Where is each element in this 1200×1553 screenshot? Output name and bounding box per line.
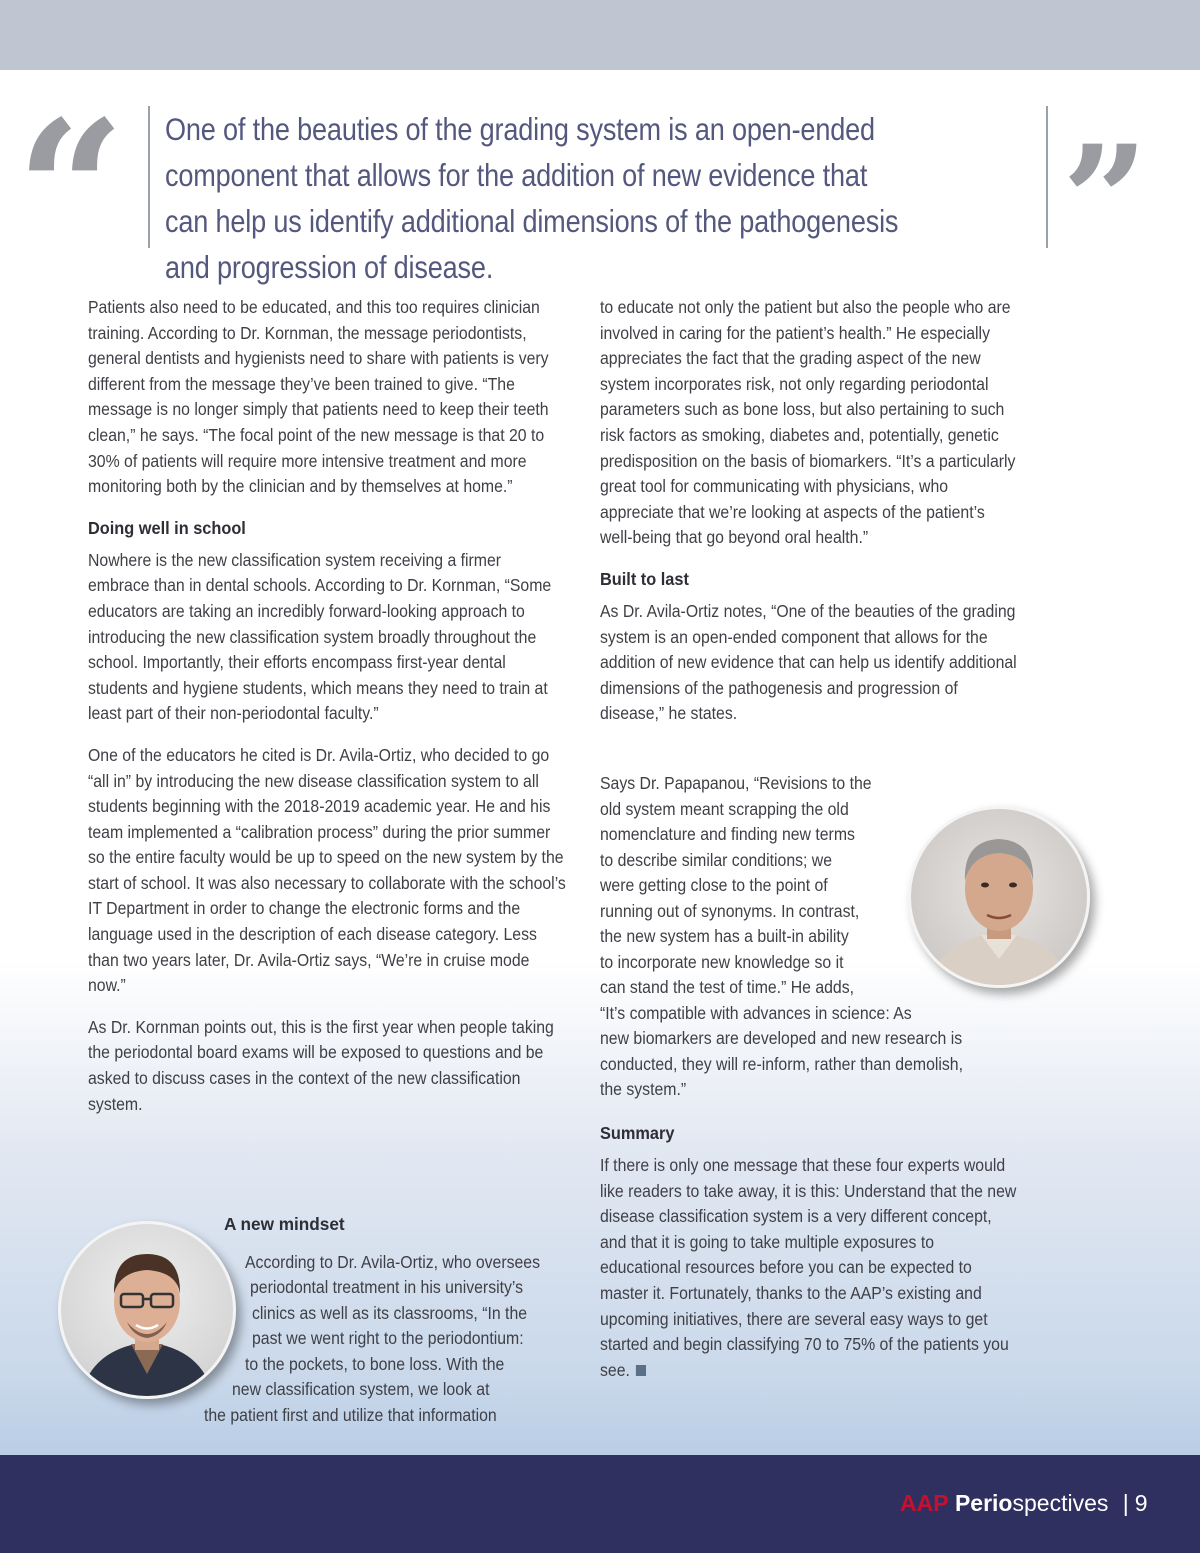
summary-section [600, 1121, 1055, 1399]
end-mark-icon [635, 1365, 645, 1376]
pull-quote-right-rule [1046, 106, 1048, 248]
right-column [600, 295, 1055, 743]
papapanou-portrait-illustration [911, 809, 1087, 985]
avila-ortiz-portrait-illustration [61, 1224, 233, 1396]
left-column [88, 295, 608, 1133]
heading-built-to-last: Built to last [600, 568, 689, 589]
brand-aap: AAP [900, 1490, 949, 1516]
paragraph-board-exams: As Dr. Kornman points out, this is the first year when people taking the periodontal board exams will be exposed to questions and be asked to discuss cases in the context of the new classification system. [88, 1016, 554, 1114]
papapanou-line: “It’s compatible with advances in science: As [600, 1003, 912, 1023]
mindset-line: past we went right to the periodontium: [252, 1328, 524, 1348]
papapanou-line: old system meant scrapping the old [600, 799, 849, 819]
footer-separator: | [1122, 1490, 1129, 1516]
papapanou-line: nomenclature and finding new terms [600, 824, 855, 844]
paragraph-dental-schools: Nowhere is the new classification system receiving a firmer embrace than in dental schools. According to Dr. Kornman, “Some educators are taking an incredibly forward-looking approach to introducing the new classification system broadly throughout the school. Importantly, their efforts encompass first-year dental students and hygiene students, which means they need to train at least part of their non-periodontal faculty.” [88, 549, 552, 724]
mindset-line: the patient first and utilize that information [204, 1405, 497, 1425]
papapanou-line: the system.” [600, 1079, 687, 1099]
mindset-line: new classification system, we look at [232, 1379, 490, 1399]
mindset-line: to the pockets, to bone loss. With the [245, 1354, 505, 1374]
paragraph-educate-patient: to educate not only the patient but also the people who are involved in caring for the patient’s health.” He especially appreciates the fact that the grading aspect of the new system incorporates risk, not only regarding periodontal parameters such as bone loss, but also pertaining to such risk factors as smoking, diabetes and, potentially, genetic predisposition on the basis of biomarkers. “It’s a particularly great tool for communicating with physicians, who appreciate that we’re looking at aspects of the patient’s well-being that go beyond oral health.” [600, 297, 1016, 548]
paragraph-patient-education: Patients also need to be educated, and this too requires clinician training. According to Dr. Kornman, the message periodontists, general dentists and hygienists need to share with patients is very different from the message they’ve been trained to give. “The message is no longer simply that patients need to keep their teeth clean,” he says. “The focal point of the new message is that 20 to 30% of patients will require more intensive treatment and more monitoring both by the clinician and by themselves at home.” [88, 297, 549, 497]
heading-summary: Summary [600, 1123, 675, 1143]
open-quote-icon: “ [16, 79, 126, 302]
paragraph-avila-ortiz-all-in: One of the educators he cited is Dr. Avila-Ortiz, who decided to go “all in” by introducing the new disease classification system to all students beginning with the 2018-2019 academic year. He and his team implemented a “calibration process” during the prior summer so the entire faculty would be up to speed on the new system by the start of school. It was also necessary to collaborate with the school’s IT Department in order to change the electronic forms and the language used in the description of each disease category. Less than two years later, Dr. Avila-Ortiz says, “We’re in cruise mode now.” [88, 744, 566, 996]
papapanou-line: running out of synonyms. In contrast, [600, 901, 860, 921]
heading-doing-well-in-school: Doing well in school [88, 517, 246, 538]
paragraph-grading-beauties: As Dr. Avila-Ortiz notes, “One of the beauties of the grading system is an open-ended component that allows for the addition of new evidence that can help us identify additional dimensions of the pathogenesis and progression of disease,” he states. [600, 600, 1017, 724]
top-band [0, 0, 1200, 70]
papapanou-line: new biomarkers are developed and new research is [600, 1028, 963, 1048]
papapanou-portrait [908, 806, 1090, 988]
mindset-line: According to Dr. Avila-Ortiz, who oversees [245, 1252, 541, 1272]
papapanou-line: Says Dr. Papapanou, “Revisions to the [600, 773, 872, 793]
summary-text: If there is only one message that these four experts would like readers to take away, it is this: Understand that the new disease classification system is a very different concept, and that it is going to take multiple exposures to educational resources before you can be expected to master it. Fortunately, thanks to the AAP’s existing and upcoming initiatives, there are several easy ways to get started and begin classifying 70 to 75% of the patients you see. [600, 1155, 1017, 1380]
papapanou-line: conducted, they will re-inform, rather than demolish, [600, 1054, 963, 1074]
papapanou-line: can stand the test of time.” He adds, [600, 977, 855, 997]
papapanou-line: were getting close to the point of [600, 875, 828, 895]
mindset-line: periodontal treatment in his university’s [250, 1277, 524, 1297]
footer-branding [900, 1490, 1148, 1517]
papapanou-line: to incorporate new knowledge so it [600, 952, 844, 972]
page-number: 9 [1134, 1490, 1148, 1516]
pull-quote-left-rule [148, 106, 150, 248]
brand-spectives: spectives [1012, 1490, 1109, 1516]
close-quote-icon: ” [1062, 113, 1149, 289]
mindset-line: clinics as well as its classrooms, “In the [252, 1303, 528, 1323]
brand-perio: Perio [954, 1490, 1013, 1516]
papapanou-line: the new system has a built-in ability [600, 926, 849, 946]
heading-new-mindset: A new mindset [224, 1214, 345, 1234]
papapanou-line: to describe similar conditions; we [600, 850, 833, 870]
avila-ortiz-portrait [58, 1221, 236, 1399]
paragraph-summary [600, 1153, 1019, 1383]
pull-quote: One of the beauties of the grading system is an open-ended component that allows for the addition of new evidence that can help us identify additional dimensions of the pathogenesis and progression of disease. [165, 111, 899, 285]
